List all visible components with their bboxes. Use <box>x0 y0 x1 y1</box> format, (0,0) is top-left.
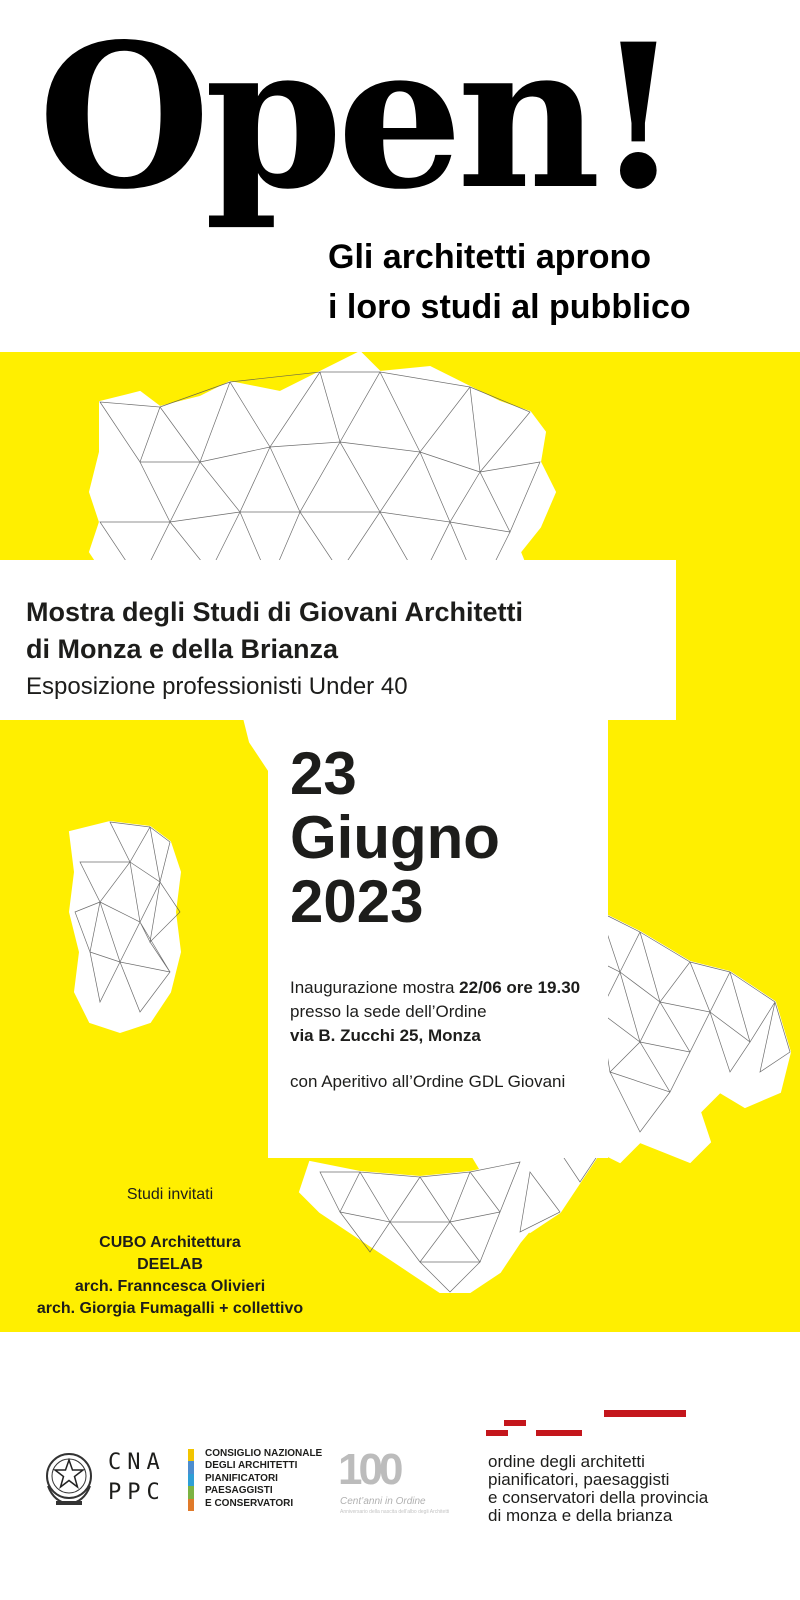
cnappc-letters-line-1: CNA <box>108 1450 166 1475</box>
cnappc-letters-line-2: PPC <box>108 1480 166 1505</box>
location-line: presso la sede dell’Ordine <box>290 1002 487 1021</box>
invited-studio: CUBO Architettura <box>99 1234 241 1251</box>
cnappc-logo-letters <box>108 1448 166 1508</box>
poster-header <box>0 0 800 350</box>
order-name <box>488 1453 708 1525</box>
cnappc-name-line: PIANIFICATORI <box>205 1472 278 1484</box>
invited-studio: arch. Giorgia Fumagalli + collettivo <box>36 1300 304 1317</box>
cnappc-name-line: DEGLI ARCHITETTI <box>205 1460 298 1472</box>
poster-subtitle <box>328 232 691 332</box>
cnappc-name <box>205 1448 322 1510</box>
event-date <box>290 742 500 934</box>
centenary-logo-number: 100 <box>338 1445 400 1494</box>
opening-prefix: Inaugurazione mostra <box>290 978 460 997</box>
aperitivo-note: con Aperitivo all’Ordine GDL Giovani <box>290 1072 566 1091</box>
invited-heading: Studi invitati <box>126 1186 214 1203</box>
cnappc-name-line: PAESAGGISTI <box>205 1485 273 1497</box>
event-address: via B. Zucchi 25, Monza <box>290 1026 481 1045</box>
exhibition-subtitle: Esposizione professionisti Under 40 <box>26 673 408 700</box>
cnappc-name-line: E CONSERVATORI <box>205 1497 294 1509</box>
order-red-bars-logo <box>486 1410 702 1440</box>
date-month: Giugno <box>290 804 500 871</box>
invited-list <box>0 1232 340 1320</box>
opening-line <box>290 976 580 1000</box>
invited-studio: DEELAB <box>137 1256 203 1273</box>
centenary-logo-label: Cent’anni in Ordine <box>340 1496 426 1507</box>
color-bar <box>188 1499 194 1511</box>
opening-datetime: 22/06 ore 19.30 <box>459 978 581 997</box>
sardinia-shape <box>70 822 180 1032</box>
exhibition-title <box>26 594 666 668</box>
order-name-line: e conservatori della provincia <box>488 1488 709 1507</box>
color-bar <box>188 1486 194 1498</box>
subtitle-line-1: Gli architetti aprono <box>328 238 652 276</box>
event-info <box>290 976 580 1048</box>
date-day: 23 <box>290 740 357 807</box>
order-name-line: ordine degli architetti <box>488 1452 645 1471</box>
color-bar <box>188 1461 194 1473</box>
cnappc-name-line: CONSIGLIO NAZIONALE <box>205 1448 323 1459</box>
date-year: 2023 <box>290 868 424 935</box>
exhibition-title-line-1: Mostra degli Studi di Giovani Architetti <box>26 597 524 627</box>
centenary-logo-tagline: Anniversario della nascita dell’albo degli Architetti <box>340 1509 450 1515</box>
exhibition-title-line-2: di Monza e della Brianza <box>26 634 339 664</box>
invited-studio: arch. Franncesca Olivieri <box>74 1278 266 1295</box>
italian-republic-emblem-icon <box>40 1446 98 1508</box>
order-name-line: di monza e della brianza <box>488 1506 673 1525</box>
color-bar <box>188 1449 194 1461</box>
cnappc-color-bars <box>188 1449 194 1511</box>
order-name-line: pianificatori, paesaggisti <box>488 1470 670 1489</box>
subtitle-line-2: i loro studi al pubblico <box>328 288 691 326</box>
poster-title: Open! <box>38 0 676 233</box>
color-bar <box>188 1474 194 1486</box>
